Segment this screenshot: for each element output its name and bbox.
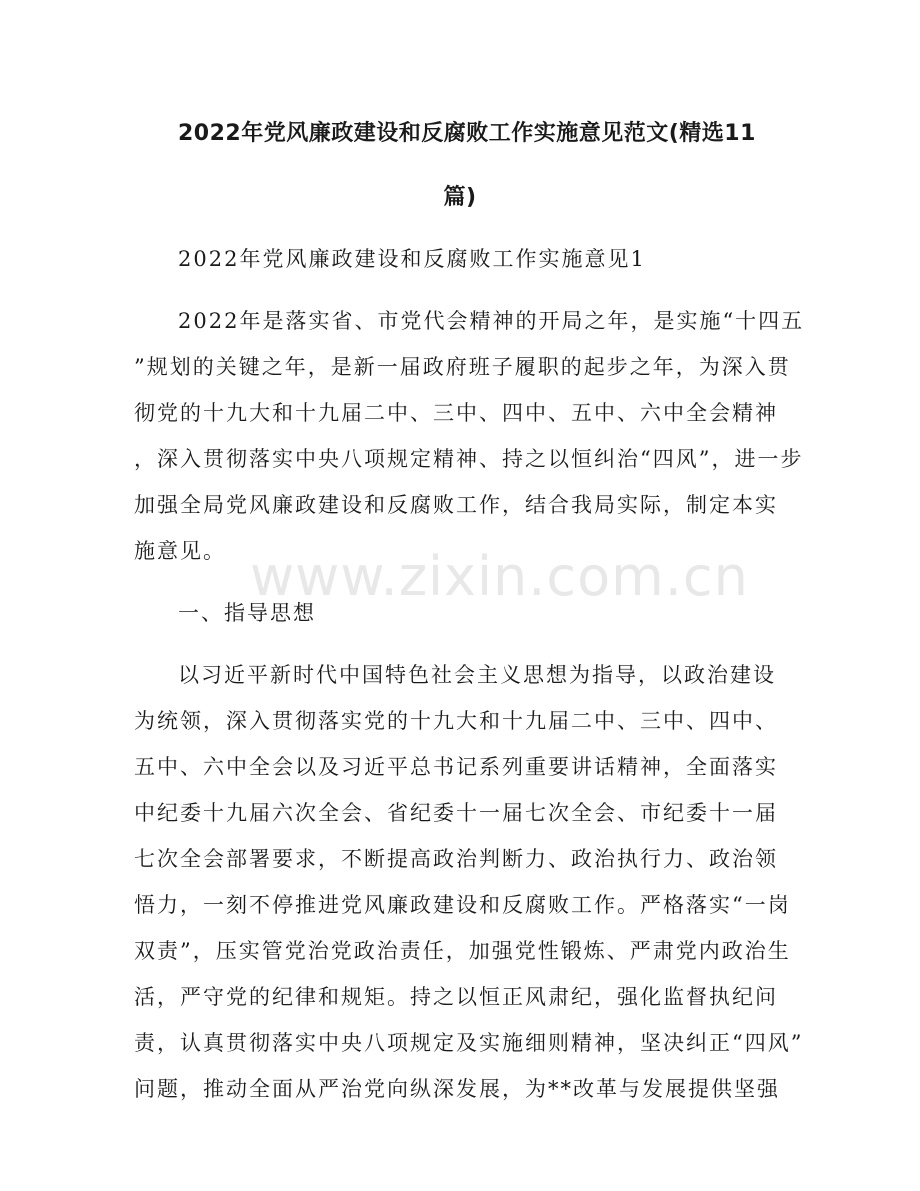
paragraph-line: 以习近平新时代中国特色社会主义思想为指导，以政治建设 — [178, 663, 776, 687]
paragraph-line: 彻党的十九大和十九届二中、三中、四中、五中、六中全会精神 — [134, 401, 778, 425]
paragraph-line: 七次全会部署要求，不断提高政治判断力、政治执行力、政治领 — [134, 847, 778, 871]
document-title-line-2: 篇) — [443, 185, 477, 210]
paragraph-line: 悟力，一刻不停推进党风廉政建设和反腐败工作。严格落实“一岗 — [134, 893, 791, 917]
paragraph-line: 中纪委十九届六次全会、省纪委十一届七次全会、市纪委十一届 — [134, 801, 778, 825]
watermark: www.zixin.com.cn — [250, 545, 749, 608]
paragraph-line: ”规划的关键之年，是新一届政府班子履职的起步之年，为深入贯 — [134, 355, 791, 379]
paragraph-line: 五中、六中全会以及习近平总书记系列重要讲话精神，全面落实 — [134, 755, 778, 779]
paragraph-line: ，深入贯彻落实中央八项规定精神、持之以恒纠治“四风”，进一步 — [134, 447, 804, 471]
section-heading: 一、指导思想 — [178, 601, 316, 625]
paragraph-line: 加强全局党风廉政建设和反腐败工作，结合我局实际，制定本实 — [134, 493, 778, 517]
paragraph-line: 问题，推动全面从严治党向纵深发展，为**改革与发展提供坚强 — [134, 1077, 780, 1101]
paragraph-line: 责，认真贯彻落实中央八项规定及实施细则精神，坚决纠正“四风” — [134, 1031, 804, 1055]
paragraph-line: 活，严守党的纪律和规矩。持之以恒正风肃纪，强化监督执纪问 — [134, 985, 778, 1009]
paragraph-line: 施意见。 — [134, 539, 226, 563]
paragraph-1 — [134, 298, 805, 574]
paragraph-line: 2022年是落实省、市党代会精神的开局之年，是实施“十四五 — [178, 309, 805, 333]
paragraph-line: 双责”，压实管党治党政治责任，加强党性锻炼、严肃党内政治生 — [134, 939, 791, 963]
document-body — [134, 236, 805, 1112]
paragraph-2 — [134, 652, 804, 1112]
document-title-line-1: 2022年党风廉政建设和反腐败工作实施意见范文(精选11 — [178, 121, 756, 146]
subtitle: 2022年党风廉政建设和反腐败工作实施意见1 — [178, 247, 646, 271]
paragraph-line: 为统领，深入贯彻落实党的十九大和十九届二中、三中、四中、 — [134, 709, 778, 733]
